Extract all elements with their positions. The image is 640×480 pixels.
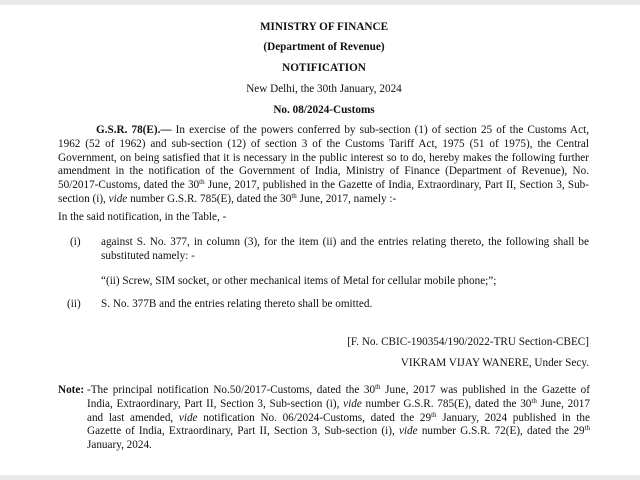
amendment-i-number: (i) — [70, 236, 81, 248]
note-line-2: India, Extraordinary, Part II, Section 3, Sub-section (i), vide number G.S.R. 785(E), dated the 30th June, 2017 — [87, 396, 590, 410]
signatory: VIKRAM VIJAY WANERE, Under Secy. — [400, 357, 589, 369]
amendment-ii-text: S. No. 377B and the entries relating thereto shall be omitted. — [101, 298, 373, 310]
amendment-i-line-2: substituted namely: - — [101, 249, 195, 262]
file-number: [F. No. CBIC-190354/190/2022-TRU Section-CBEC] — [347, 336, 589, 348]
gsr-line-5: 50/2017-Customs, dated the 30th June, 2017, published in the Gazette of India, Extraordinary, Part II, Section 3, Sub- — [58, 178, 589, 192]
gsr-reference: G.S.R. 78(E).— — [96, 124, 172, 136]
gsr-line-4: amendment in the notification of the Government of India, Ministry of Finance (Department of Revenue), No. — [58, 165, 589, 178]
gsr-paragraph — [58, 124, 589, 207]
bottom-border — [0, 475, 640, 480]
notification-number: No. 08/2024-Customs — [273, 104, 375, 116]
amendment-ii-number: (ii) — [67, 298, 81, 310]
note-line-1: -The principal notification No.50/2017-Customs, dated the 30th June, 2017 was published in the Gazette of — [87, 383, 590, 396]
table-intro: In the said notification, in the Table, - — [58, 211, 227, 223]
gsr-line-6: section (i), vide number G.S.R. 785(E), dated the 30th June, 2017, namely :- — [58, 191, 397, 205]
notification-title: NOTIFICATION — [282, 62, 366, 74]
date-line: New Delhi, the 30th January, 2024 — [246, 83, 402, 95]
gsr-line-3: Government, on being satisfied that it is necessary in the public interest so to do, hereby makes the following further — [58, 151, 589, 164]
amendment-i-quote: “(ii) Screw, SIM socket, or other mechanical items of Metal for cellular mobile phone;”; — [101, 275, 497, 287]
note-line-4: Gazette of India, Extraordinary, Part II, Section 3, Sub-section (i), vide number G.S.R. 72(E), dated the 29th — [87, 424, 591, 438]
ministry-title: MINISTRY OF FINANCE — [259, 21, 389, 33]
note-line-5: January, 2024. — [87, 439, 152, 452]
note-body — [87, 384, 590, 453]
department-title: (Department of Revenue) — [263, 41, 385, 53]
amendment-i-line-1: against S. No. 377, in column (3), for the item (ii) and the entries relating thereto, the following shall be — [101, 236, 589, 248]
note-label: Note: — [58, 384, 85, 396]
note-line-3: and last amended, vide notification No. 06/2024-Customs, dated the 29th January, 2024 published in the — [87, 410, 590, 424]
gsr-line-2: 1962 (52 of 1962) and sub-section (12) of section 3 of the Customs Tariff Act, 1975 (51 of 1975), the Central — [58, 137, 589, 150]
gsr-line-1: G.S.R. 78(E).— In exercise of the powers conferred by sub-section (1) of section 25 of the Customs Act, — [96, 124, 589, 136]
amendment-i-text — [101, 236, 589, 264]
top-border — [0, 0, 640, 5]
